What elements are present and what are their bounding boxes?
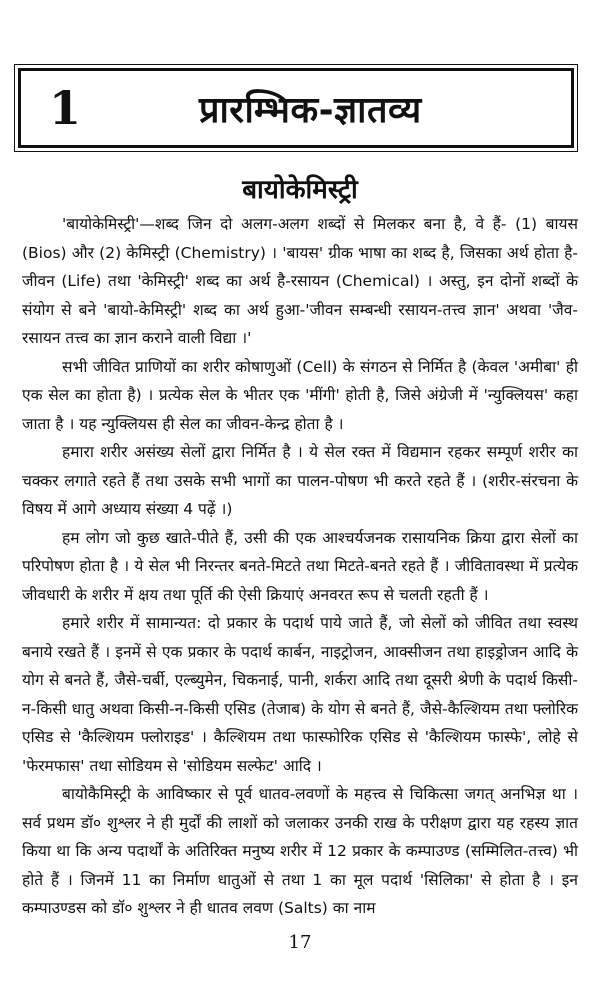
paragraph: हमारा शरीर असंख्य सेलों द्वारा निर्मित है । ये सेल रक्त में विद्यमान रहकर सम्पूर्ण शरीर का चक्कर लगाते रहते हैं तथा उसके सभी भागों का पालन-पोषण भी करते रहते हैं । (शरीर-संरचना के विषय में आगे अध्याय संख्या 4 पढ़ें ।) <box>22 443 578 518</box>
paragraph: 'बायोकेमिस्ट्री'—शब्द जिन दो अलग-अलग शब्दों से मिलकर बना है, वे हैं- (1) बायस (Bios) और (2) केमिस्ट्री (Chemistry) । 'बायस' ग्रीक भाषा का शब्द है, जिसका अर्थ होता है-जीवन (Life) तथा 'केमिस्ट्री' शब्द का अर्थ है-रसायन (Chemical) । अस्तु, इन दोनों शब्दों के संयोग से बने 'बायो-केमिस्ट्री' शब्द का अर्थ हुआ-'जीवन सम्बन्धी रसायन-तत्त्व ज्ञान' अथवा 'जैव-रसायन तत्त्व का ज्ञान कराने वाली विद्या ।' <box>22 215 578 347</box>
paragraph: हम लोग जो कुछ खाते-पीते हैं, उसी की एक आश्चर्यजनक रासायनिक क्रिया द्वारा सेलों का परिपोषण होता है । ये सेल भी निरन्तर बनते-मिटते तथा मिटते-बनते रहते हैं । जीवितावस्था में प्रत्येक जीवधारी के शरीर में क्षय तथा पूर्ति की ऐसी क्रियाएं अनवरत रूप से चलती रहती हैं । <box>22 528 578 604</box>
body-text <box>22 210 578 923</box>
page-number: 17 <box>288 932 312 953</box>
chapter-number: 1 <box>49 81 82 135</box>
chapter-title: प्रारम्भिक-ज्ञातव्य <box>199 89 422 131</box>
chapter-header-box <box>18 68 574 148</box>
paragraph: सभी जीवित प्राणियों का शरीर कोषाणुओं (Cell) के संगठन से निर्मित है (केवल 'अमीबा' ही एक सेल का होता है) । प्रत्येक सेल के भीतर एक 'मींगी' होती है, जिसे अंग्रेजी में 'न्युक्लियस' कहा जाता है । यह न्युक्लियस ही सेल का जीवन-केन्द्र होता है । <box>22 357 578 433</box>
paragraph: हमारे शरीर में सामान्यत: दो प्रकार के पदार्थ पाये जाते हैं, जो सेलों को जीवित तथा स्वस्थ बनाये रखते हैं । इनमें से एक प्रकार के पदार्थ कार्बन, नाइट्रोजन, आक्सीजन तथा हाइड्रोजन आदि के योग से बनते हैं, जैसे-चर्बी, एल्ब्युमेन, चिकनाई, पानी, शर्करा आदि तथा दूसरी श्रेणी के पदार्थ किसी-न-किसी धातु अथवा किसी-न-किसी एसिड (तेजाब) के योग से बनते हैं, जैसे-कैल्शियम तथा फ्लोरिक एसिड से 'कैल्शियम फ्लोराइड' । कैल्शियम तथा फास्फोरिक एसिड से 'कैल्शियम फास्फे', लोहे से 'फेरमफास' तथा सोडियम से 'सोडियम सल्फेट' आदि । <box>22 614 578 775</box>
paragraph: बायोकैमिस्ट्री के आविष्कार से पूर्व धातव-लवणों के महत्त्व से चिकित्सा जगत् अनभिज्ञ था । सर्व प्रथम डॉ० शुश्लर ने ही मुर्दों की लाशों को जलाकर उनकी राख के परीक्षण द्वारा यह रहस्य ज्ञात किया था कि अन्य पदार्थों के अतिरिक्त मनुष्य शरीर में 12 प्रकार के कम्पाउण्ड (सम्मिलित-तत्त्व) भी होते हैं । जिनमें 11 का निर्माण धातुओं से तथा 1 का मूल पदार्थ 'सिलिका' से होता है । इन कम्पाउण्डस को डॉ० शुश्लर ने ही धातव लवण (Salts) का नाम <box>22 785 578 917</box>
section-title: बायोकेमिस्ट्री <box>242 175 358 205</box>
